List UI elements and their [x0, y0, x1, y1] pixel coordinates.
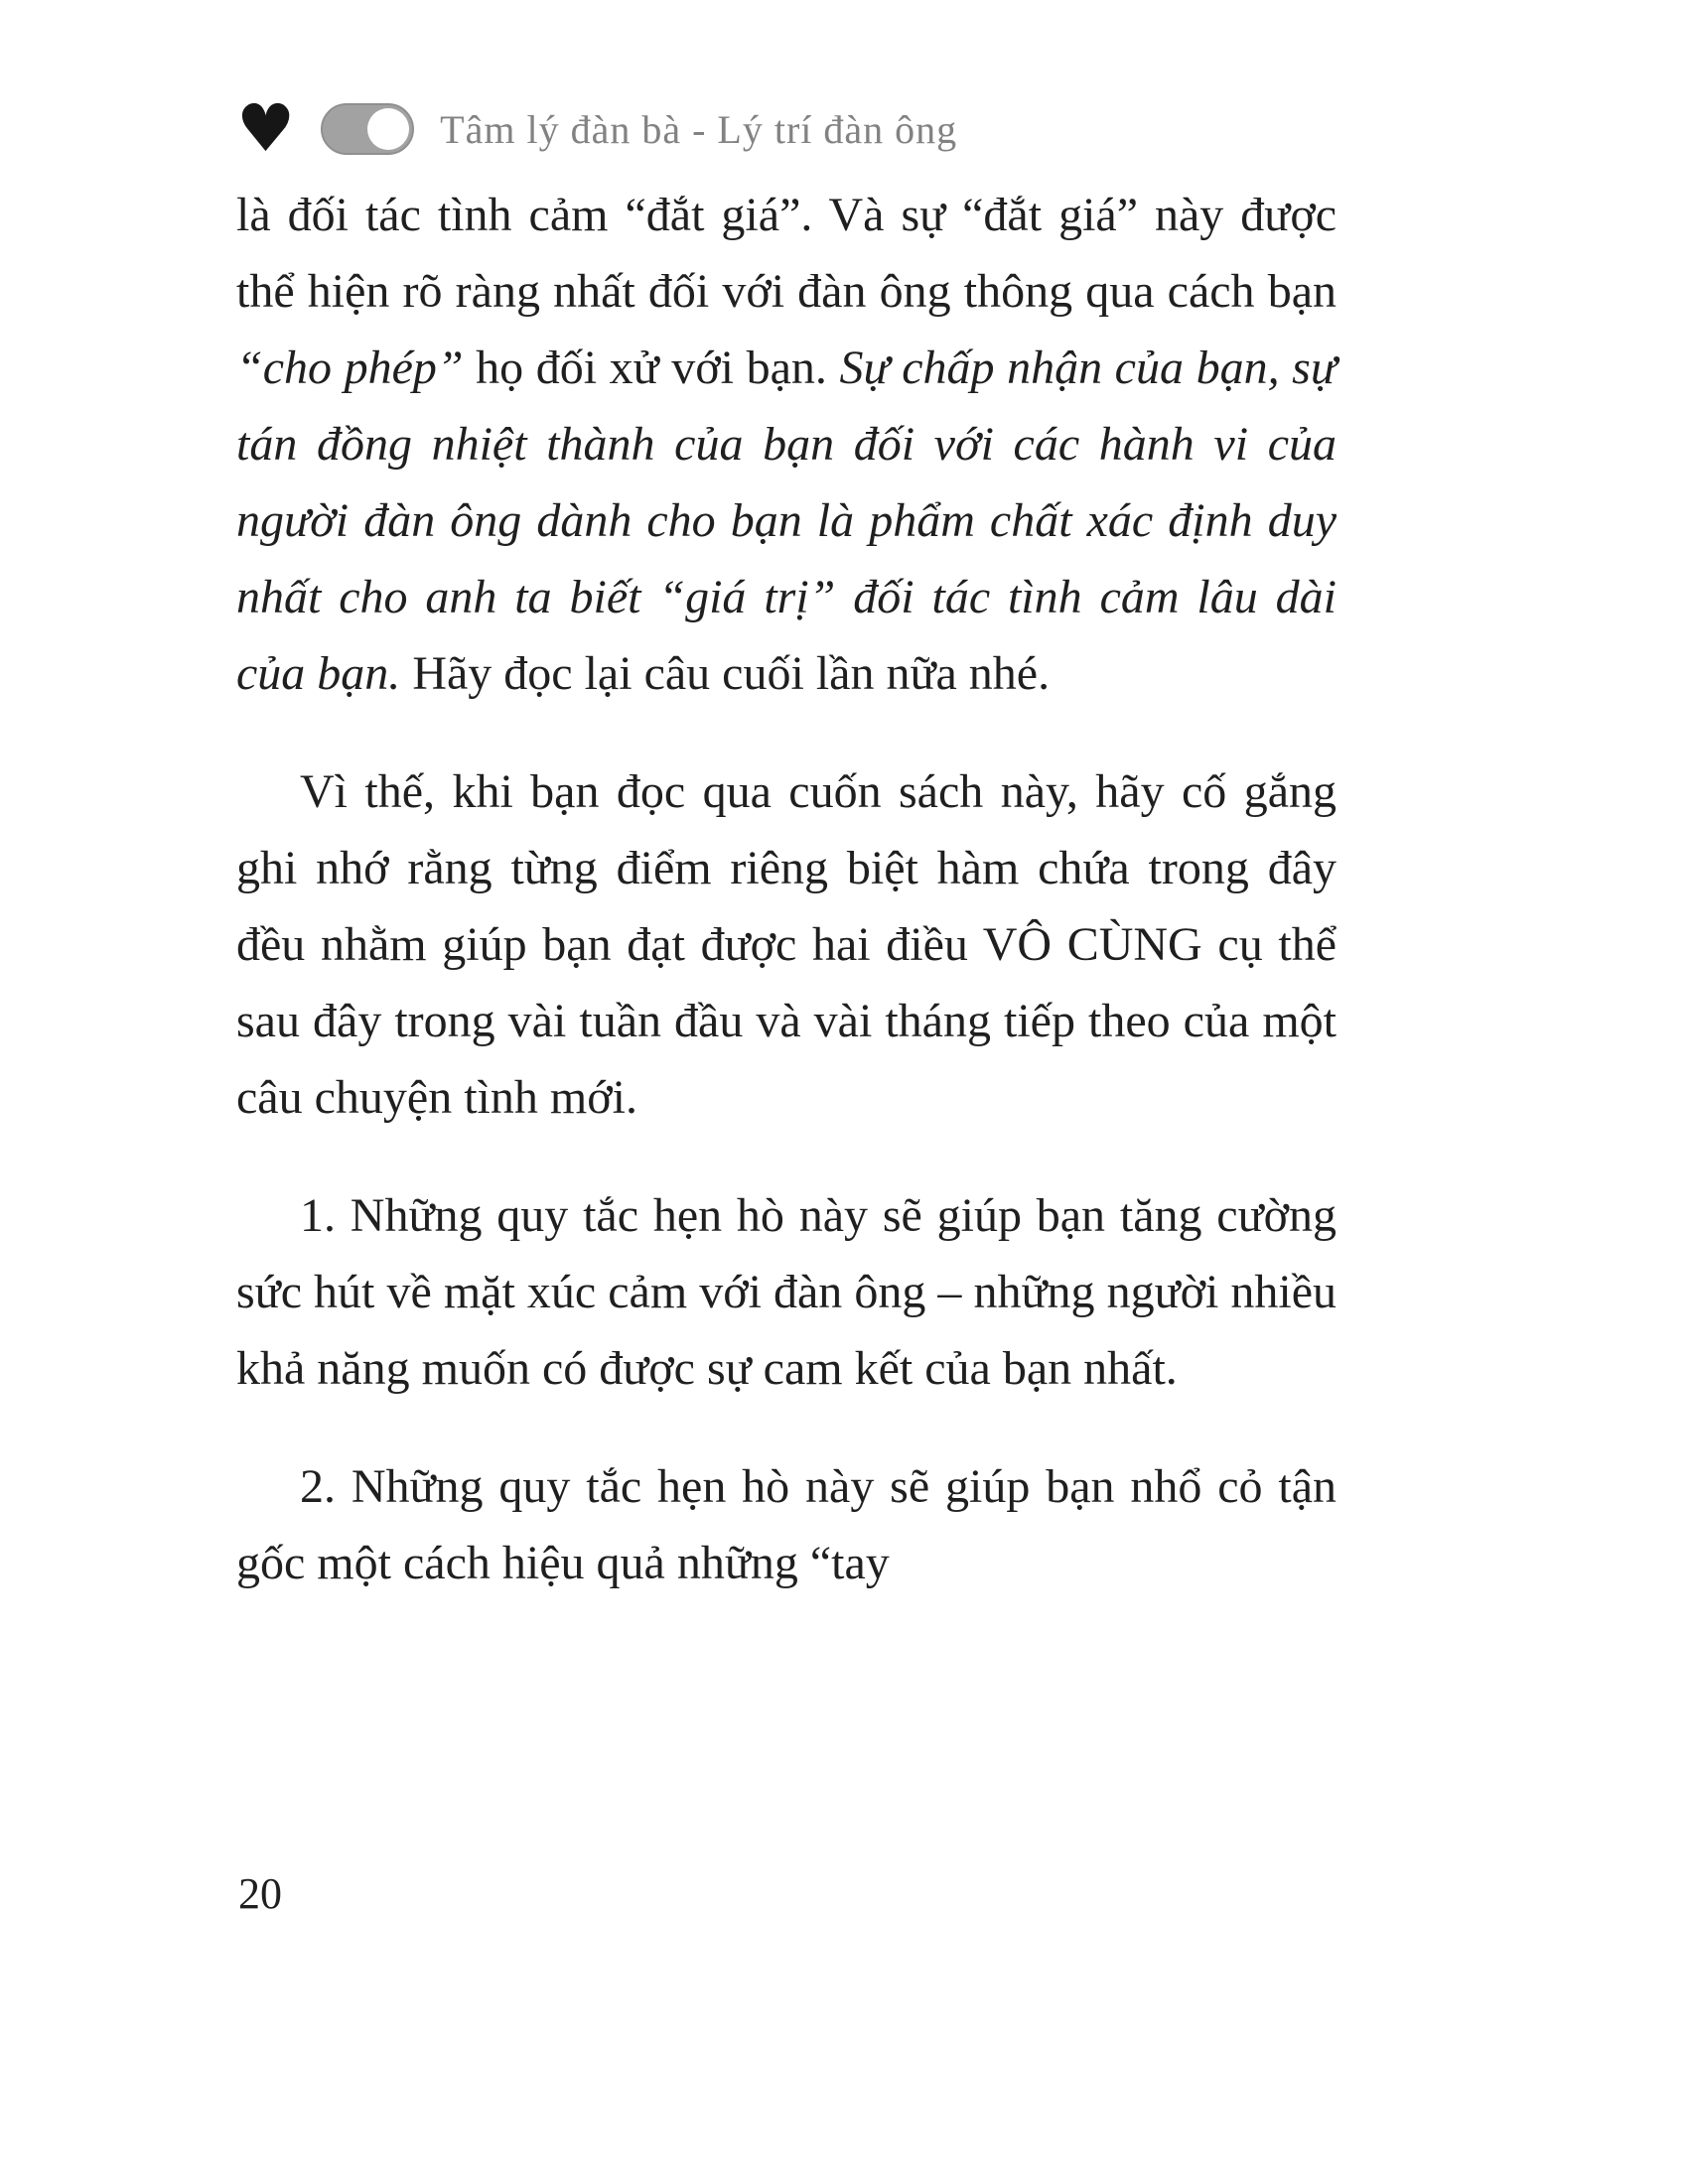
paragraph-1 [236, 177, 1336, 712]
toggle-knob-icon [367, 108, 409, 150]
text-segment: là đối tác tình cảm “đắt giá”. Và sự “đắt giá” này được thể hiện rõ ràng nhất đối với đàn ông thông qua cách bạn [236, 189, 1336, 318]
page-header [236, 90, 958, 167]
heart-icon: ♥ [236, 90, 296, 167]
running-head-title: Tâm lý đàn bà - Lý trí đàn ông [440, 106, 958, 152]
page-number: 20 [238, 1869, 282, 1918]
toggle-icon [321, 103, 414, 155]
text-segment: Hãy đọc lại câu cuối lần nữa nhé. [400, 647, 1051, 700]
list-item-2: 2. Những quy tắc hẹn hò này sẽ giúp bạn nhổ cỏ tận gốc một cách hiệu quả những “tay [236, 1460, 1336, 1589]
list-item-1: 1. Những quy tắc hẹn hò này sẽ giúp bạn tăng cường sức hút về mặt xúc cảm với đàn ông – những người nhiều khả năng muốn có được sự cam kết của bạn nhất. [236, 1189, 1336, 1395]
text-segment: họ đối xử với bạn. [463, 341, 840, 394]
body-text [236, 177, 1336, 1601]
paragraph-2: Vì thế, khi bạn đọc qua cuốn sách này, hãy cố gắng ghi nhớ rằng từng điểm riêng biệt hàm chứa trong đây đều nhằm giúp bạn đạt được hai điều VÔ CÙNG cụ thể sau đây trong vài tuần đầu và vài tháng tiếp theo của một câu chuyện tình mới. [236, 765, 1336, 1124]
text-segment: Sự chấp nhận của bạn, sự tán đồng nhiệt thành của bạn đối với các hành vi của người đàn ông dành cho bạn là phẩm chất xác định duy nhất cho anh ta biết “giá trị” đối tác tình cảm lâu dài của bạn. [236, 341, 1337, 700]
text-segment: “cho phép” [236, 341, 464, 394]
